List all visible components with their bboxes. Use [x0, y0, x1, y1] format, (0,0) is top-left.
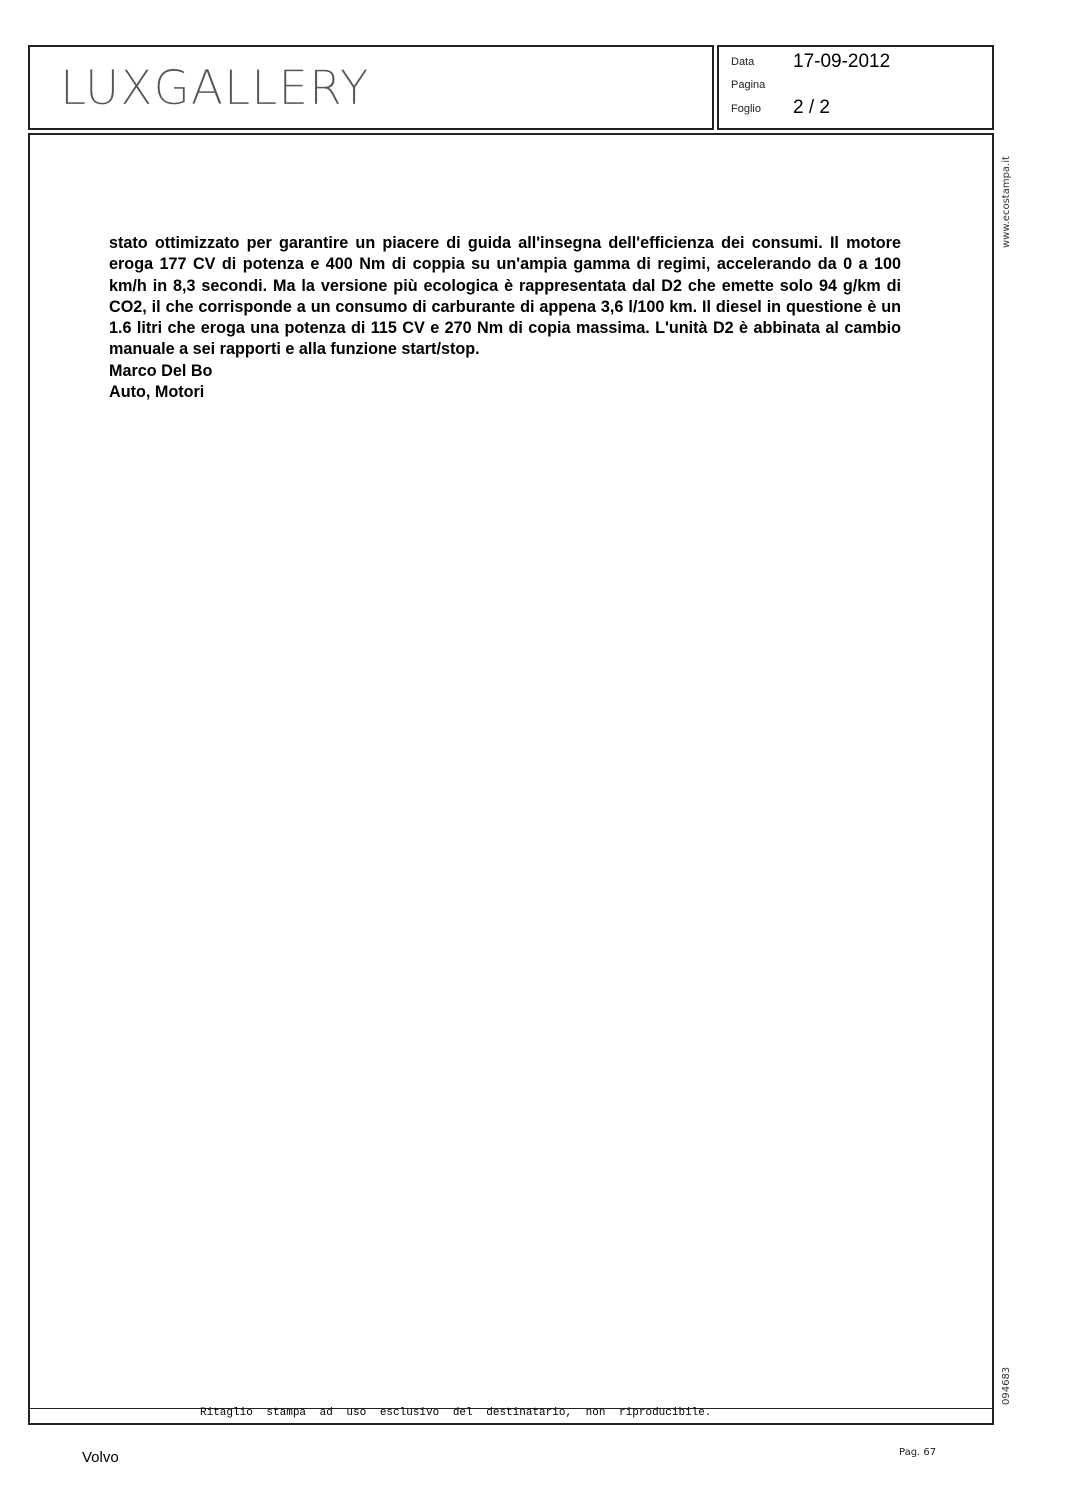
header-logo-box: [28, 45, 714, 130]
foglio-label: Foglio: [731, 103, 761, 115]
header-meta-box: [717, 45, 994, 130]
footer-page-number: Pag. 67: [899, 1447, 937, 1458]
article-section: Auto, Motori: [109, 383, 205, 402]
side-code: 094683: [1001, 1366, 1012, 1405]
article-paragraph: stato ottimizzato per garantire un piacere di guida all'insegna dell'efficienza dei consumi. Il motore eroga 177 CV di potenza e 400 Nm di coppia su un'ampia gamma di regimi, accelerando da 0 a 100 km/h in 8,3 secondi. Ma la versione più ecologica è rappresentata dal D2 che emette solo 94 g/km di CO2, il che corrisponde a un consumo di carburante di appena 3,6 l/100 km. Il diesel in questione è un 1.6 litri che eroga una potenza di 115 CV e 270 Nm di copia massima. L'unità D2 è abbinata al cambio manuale a sei rapporti e alla funzione start/stop.: [109, 234, 901, 359]
disclaimer-text: Ritaglio stampa ad uso esclusivo del destinatario, non riproducibile.: [200, 1407, 712, 1419]
publication-logo: LUXGALLERY: [60, 61, 370, 116]
article-body: [109, 233, 901, 403]
data-value: 17-09-2012: [793, 51, 891, 72]
article-author: Marco Del Bo: [109, 361, 213, 380]
side-url: www.ecostampa.it: [1001, 156, 1012, 248]
pagina-label: Pagina: [731, 79, 766, 91]
footer-client-name: Volvo: [82, 1449, 119, 1466]
foglio-value: 2 / 2: [793, 97, 830, 118]
data-label: Data: [731, 56, 755, 68]
